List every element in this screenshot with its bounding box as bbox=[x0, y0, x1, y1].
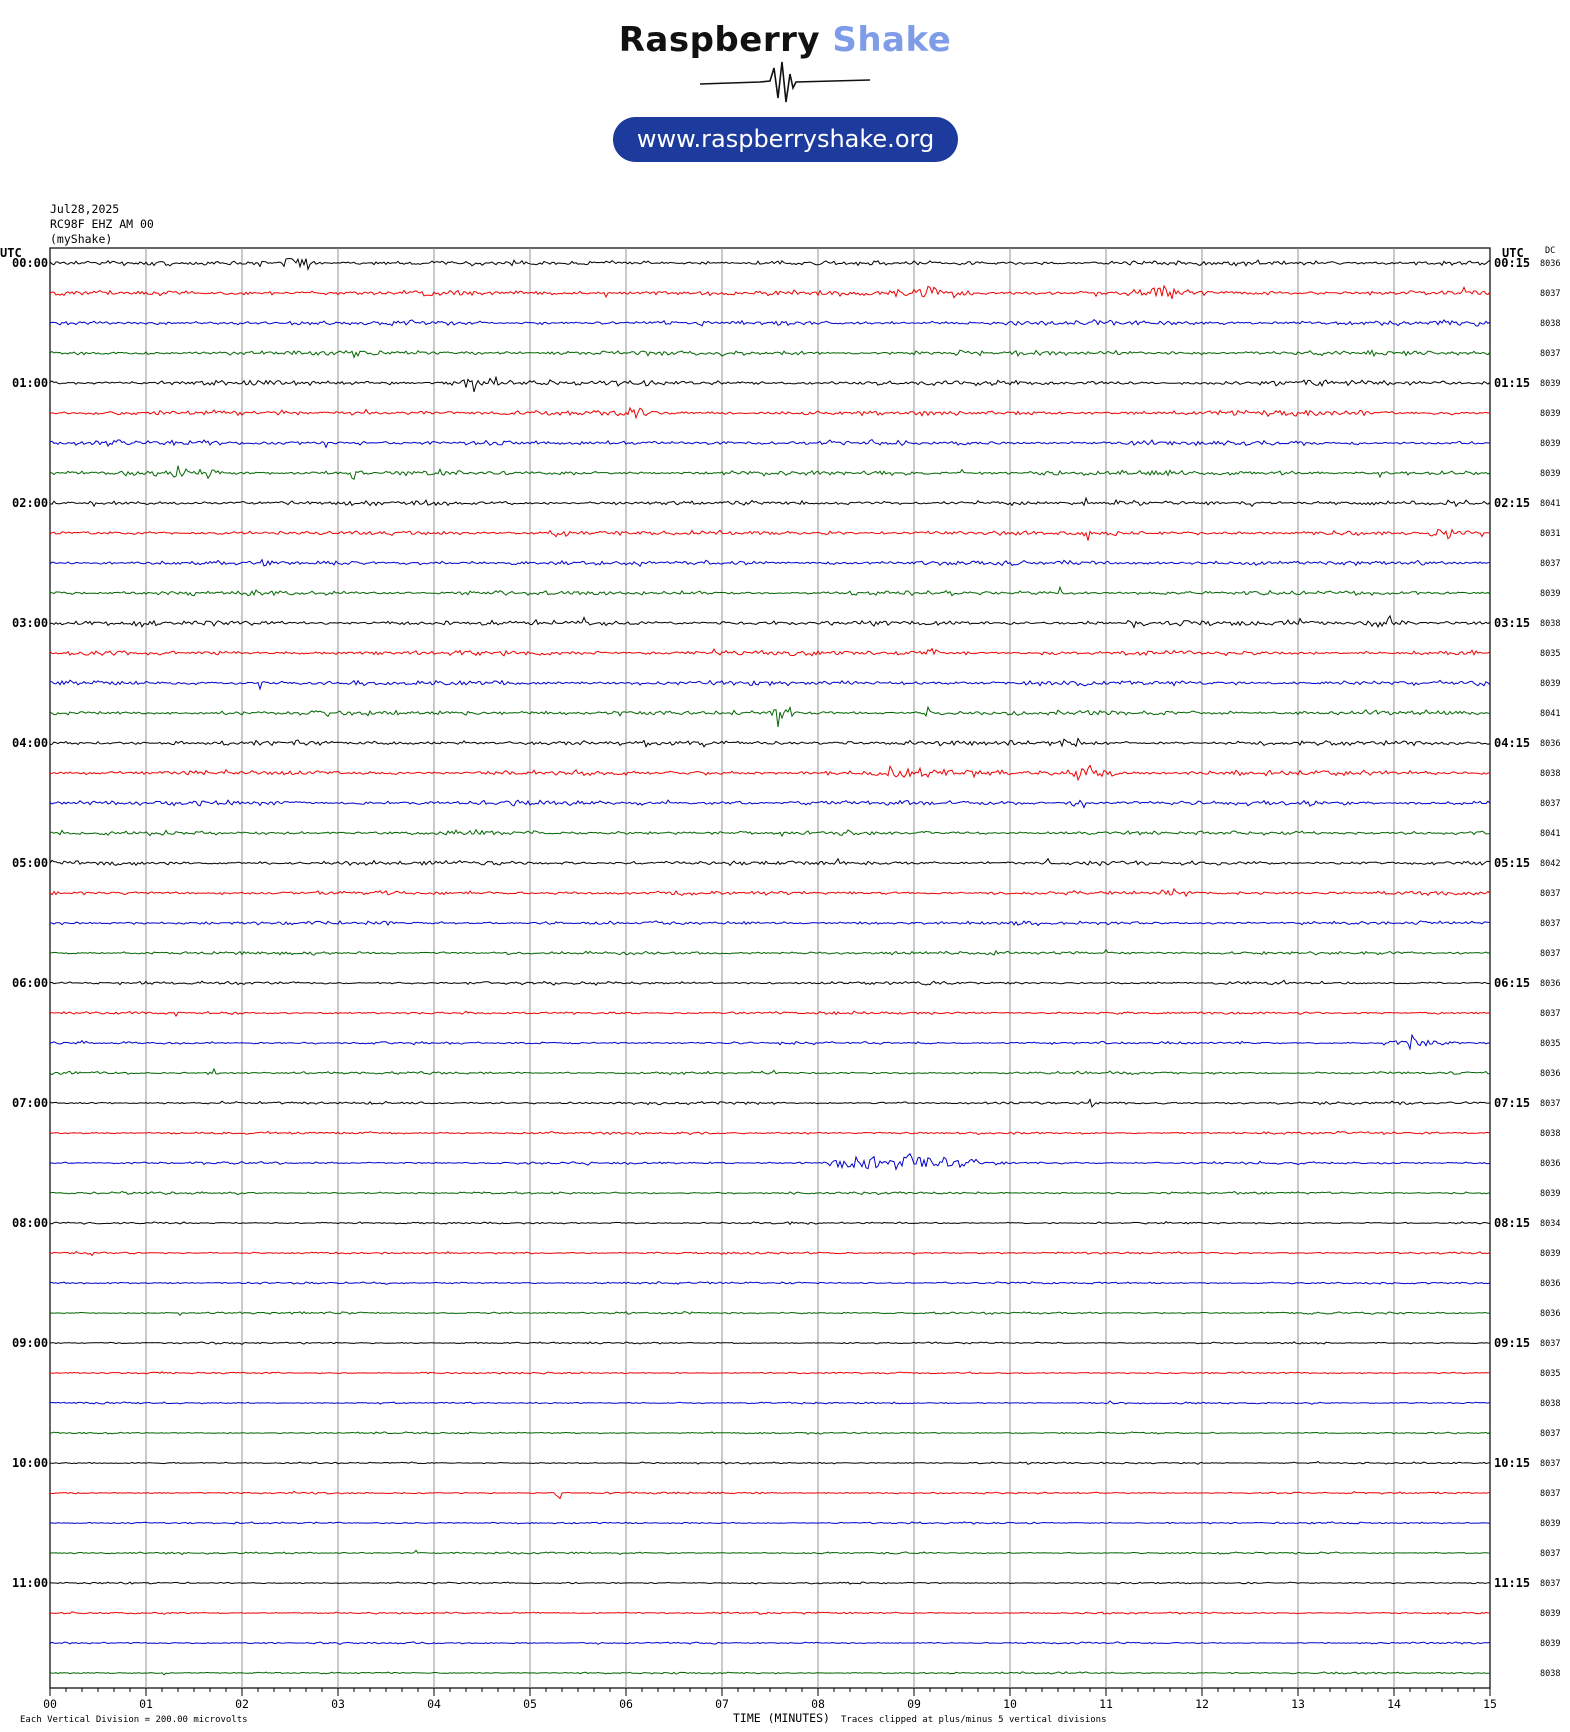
dc-value: 8042 bbox=[1540, 859, 1561, 869]
right-hour-label: 07:15 bbox=[1494, 1096, 1531, 1110]
x-tick-label: 07 bbox=[715, 1697, 729, 1711]
dc-value: 8038 bbox=[1540, 1399, 1561, 1409]
dc-value: 8039 bbox=[1540, 469, 1561, 479]
dc-value: 8037 bbox=[1540, 1459, 1561, 1469]
dc-value: 8037 bbox=[1540, 349, 1561, 359]
left-hour-label: 04:00 bbox=[12, 736, 49, 750]
seismic-trace bbox=[50, 1282, 1490, 1285]
seismic-trace bbox=[50, 1432, 1490, 1434]
dc-value: 8039 bbox=[1540, 1519, 1561, 1529]
dc-value: 8039 bbox=[1540, 589, 1561, 599]
right-hour-label: 10:15 bbox=[1494, 1456, 1531, 1470]
seismic-trace bbox=[50, 1550, 1490, 1554]
dc-value: 8036 bbox=[1540, 1159, 1561, 1169]
left-hour-label: 01:00 bbox=[12, 376, 49, 390]
dc-value: 8038 bbox=[1540, 769, 1561, 779]
dc-value: 8037 bbox=[1540, 1489, 1561, 1499]
dc-value: 8039 bbox=[1540, 409, 1561, 419]
dc-value: 8037 bbox=[1540, 919, 1561, 929]
right-hour-label: 04:15 bbox=[1494, 736, 1531, 750]
x-tick-label: 01 bbox=[139, 1697, 153, 1711]
seismic-trace bbox=[50, 1312, 1490, 1316]
seismic-trace bbox=[50, 1401, 1490, 1404]
dc-value: 8039 bbox=[1540, 1189, 1561, 1199]
seismic-trace bbox=[50, 859, 1490, 866]
dc-value: 8037 bbox=[1540, 949, 1561, 959]
dc-value: 8036 bbox=[1540, 1069, 1561, 1079]
brand-name-light: Shake bbox=[832, 20, 952, 60]
seismic-trace bbox=[50, 1642, 1490, 1645]
plot-grid bbox=[50, 248, 1490, 1696]
x-tick-label: 09 bbox=[907, 1697, 921, 1711]
right-hour-label: 06:15 bbox=[1494, 976, 1531, 990]
seismic-trace bbox=[50, 1252, 1490, 1256]
x-tick-label: 06 bbox=[619, 1697, 633, 1711]
seismic-trace bbox=[50, 408, 1490, 418]
right-hour-label: 03:15 bbox=[1494, 616, 1531, 630]
seismic-trace bbox=[50, 466, 1490, 480]
seismic-trace bbox=[50, 1069, 1490, 1075]
dc-value: 8035 bbox=[1540, 649, 1561, 659]
clip-note: Traces clipped at plus/minus 5 vertical divisions bbox=[841, 1715, 1107, 1725]
x-tick-label: 11 bbox=[1099, 1697, 1113, 1711]
dc-value: 8041 bbox=[1540, 499, 1561, 509]
seismic-trace bbox=[50, 980, 1490, 985]
dc-value: 8038 bbox=[1540, 319, 1561, 329]
station-code: RC98F EHZ AM 00 bbox=[50, 217, 154, 231]
left-hour-label: 08:00 bbox=[12, 1216, 49, 1230]
seismic-trace bbox=[50, 1131, 1490, 1134]
left-axis-label: UTC bbox=[0, 246, 22, 260]
seismic-trace bbox=[50, 1522, 1490, 1524]
seismic-trace bbox=[50, 766, 1490, 780]
x-tick-label: 13 bbox=[1291, 1697, 1305, 1711]
seismic-trace bbox=[50, 1462, 1490, 1465]
scale-note: Each Vertical Division = 200.00 microvolts bbox=[20, 1715, 248, 1725]
x-tick-label: 10 bbox=[1003, 1697, 1017, 1711]
seismic-trace bbox=[50, 1011, 1490, 1016]
seismic-trace bbox=[50, 1222, 1490, 1225]
seismic-trace bbox=[50, 529, 1490, 540]
trace-layer bbox=[50, 259, 1490, 1675]
seismic-trace bbox=[50, 1582, 1490, 1584]
x-tick-label: 05 bbox=[523, 1697, 537, 1711]
dc-value: 8034 bbox=[1540, 1219, 1561, 1229]
left-hour-label: 06:00 bbox=[12, 976, 49, 990]
dc-value: 8037 bbox=[1540, 1549, 1561, 1559]
dc-value: 8038 bbox=[1540, 619, 1561, 629]
left-hour-label: 03:00 bbox=[12, 616, 49, 630]
dc-value: 8036 bbox=[1540, 1309, 1561, 1319]
seismic-trace bbox=[50, 800, 1490, 807]
dc-value: 8037 bbox=[1540, 559, 1561, 569]
x-tick-label: 14 bbox=[1387, 1697, 1401, 1711]
right-hour-label: 11:15 bbox=[1494, 1576, 1531, 1590]
seismic-trace bbox=[50, 286, 1490, 299]
data-source: (myShake) bbox=[50, 232, 113, 246]
plot-frame bbox=[50, 248, 1490, 1688]
seismic-trace bbox=[50, 649, 1490, 656]
brand-name-dark: Raspberry bbox=[618, 20, 821, 60]
dc-value: 8039 bbox=[1540, 1609, 1561, 1619]
right-hour-label: 02:15 bbox=[1494, 496, 1531, 510]
x-axis-label: TIME (MINUTES) bbox=[733, 1711, 830, 1725]
seismic-trace bbox=[50, 1672, 1490, 1675]
x-tick-label: 00 bbox=[43, 1697, 57, 1711]
left-hour-label: 10:00 bbox=[12, 1456, 49, 1470]
x-tick-label: 08 bbox=[811, 1697, 825, 1711]
seismic-trace bbox=[50, 921, 1490, 926]
x-tick-label: 04 bbox=[427, 1697, 441, 1711]
seismic-trace bbox=[50, 1154, 1490, 1170]
seismic-trace bbox=[50, 377, 1490, 392]
dc-value: 8037 bbox=[1540, 289, 1561, 299]
dc-value: 8037 bbox=[1540, 889, 1561, 899]
seismic-trace bbox=[50, 889, 1490, 896]
seismic-trace bbox=[50, 1491, 1490, 1498]
dc-value: 8039 bbox=[1540, 439, 1561, 449]
seismic-trace bbox=[50, 1035, 1490, 1049]
seismic-trace bbox=[50, 1372, 1490, 1374]
label-layer bbox=[0, 246, 1560, 1725]
left-hour-label: 07:00 bbox=[12, 1096, 49, 1110]
dc-value: 8037 bbox=[1540, 1099, 1561, 1109]
dc-value: 8036 bbox=[1540, 1279, 1561, 1289]
seismic-trace bbox=[50, 1191, 1490, 1194]
dc-value: 8035 bbox=[1540, 1039, 1561, 1049]
x-tick-label: 03 bbox=[331, 1697, 345, 1711]
x-tick-label: 02 bbox=[235, 1697, 249, 1711]
right-hour-label: 01:15 bbox=[1494, 376, 1531, 390]
dc-value: 8039 bbox=[1540, 679, 1561, 689]
dc-value: 8036 bbox=[1540, 259, 1561, 269]
dc-value: 8041 bbox=[1540, 709, 1561, 719]
right-hour-label: 00:15 bbox=[1494, 256, 1531, 270]
dc-value: 8037 bbox=[1540, 1429, 1561, 1439]
seismic-trace bbox=[50, 498, 1490, 506]
seismic-trace bbox=[50, 1612, 1490, 1614]
seismic-trace bbox=[50, 259, 1490, 270]
dc-value: 8038 bbox=[1540, 1129, 1561, 1139]
seismic-trace bbox=[50, 587, 1490, 596]
left-hour-label: 02:00 bbox=[12, 496, 49, 510]
seismic-trace bbox=[50, 1342, 1490, 1345]
right-axis-label: UTC bbox=[1502, 246, 1524, 260]
dc-value: 8041 bbox=[1540, 829, 1561, 839]
dc-value: 8039 bbox=[1540, 1639, 1561, 1649]
left-hour-label: 05:00 bbox=[12, 856, 49, 870]
seismic-trace bbox=[50, 830, 1490, 836]
left-hour-label: 11:00 bbox=[12, 1576, 49, 1590]
dc-value: 8037 bbox=[1540, 1579, 1561, 1589]
dc-value: 8038 bbox=[1540, 1669, 1561, 1679]
seismic-trace bbox=[50, 707, 1490, 727]
left-hour-label: 09:00 bbox=[12, 1336, 49, 1350]
dc-value: 8037 bbox=[1540, 799, 1561, 809]
dc-value: 8039 bbox=[1540, 379, 1561, 389]
dc-label: DC bbox=[1545, 246, 1556, 256]
seismic-trace bbox=[50, 739, 1490, 747]
website-url-badge[interactable]: www.raspberryshake.org bbox=[613, 117, 958, 162]
right-hour-label: 09:15 bbox=[1494, 1336, 1531, 1350]
seismic-trace bbox=[50, 616, 1490, 628]
dc-value: 8035 bbox=[1540, 1369, 1561, 1379]
seismic-trace bbox=[50, 440, 1490, 448]
seismic-trace bbox=[50, 680, 1490, 689]
x-tick-label: 15 bbox=[1483, 1697, 1497, 1711]
seismic-trace bbox=[50, 1099, 1490, 1107]
seismic-trace bbox=[50, 950, 1490, 956]
right-hour-label: 05:15 bbox=[1494, 856, 1531, 870]
seismic-trace bbox=[50, 560, 1490, 567]
left-hour-label: 00:00 bbox=[12, 256, 49, 270]
dc-value: 8037 bbox=[1540, 1339, 1561, 1349]
dc-value: 8037 bbox=[1540, 1009, 1561, 1019]
right-hour-label: 08:15 bbox=[1494, 1216, 1531, 1230]
record-date: Jul28,2025 bbox=[50, 202, 120, 216]
seismic-trace bbox=[50, 350, 1490, 357]
dc-value: 8039 bbox=[1540, 1249, 1561, 1259]
dc-value: 8036 bbox=[1540, 979, 1561, 989]
dc-value: 8031 bbox=[1540, 529, 1561, 539]
seismic-trace bbox=[50, 320, 1490, 326]
dc-value: 8036 bbox=[1540, 739, 1561, 749]
x-tick-label: 12 bbox=[1195, 1697, 1209, 1711]
